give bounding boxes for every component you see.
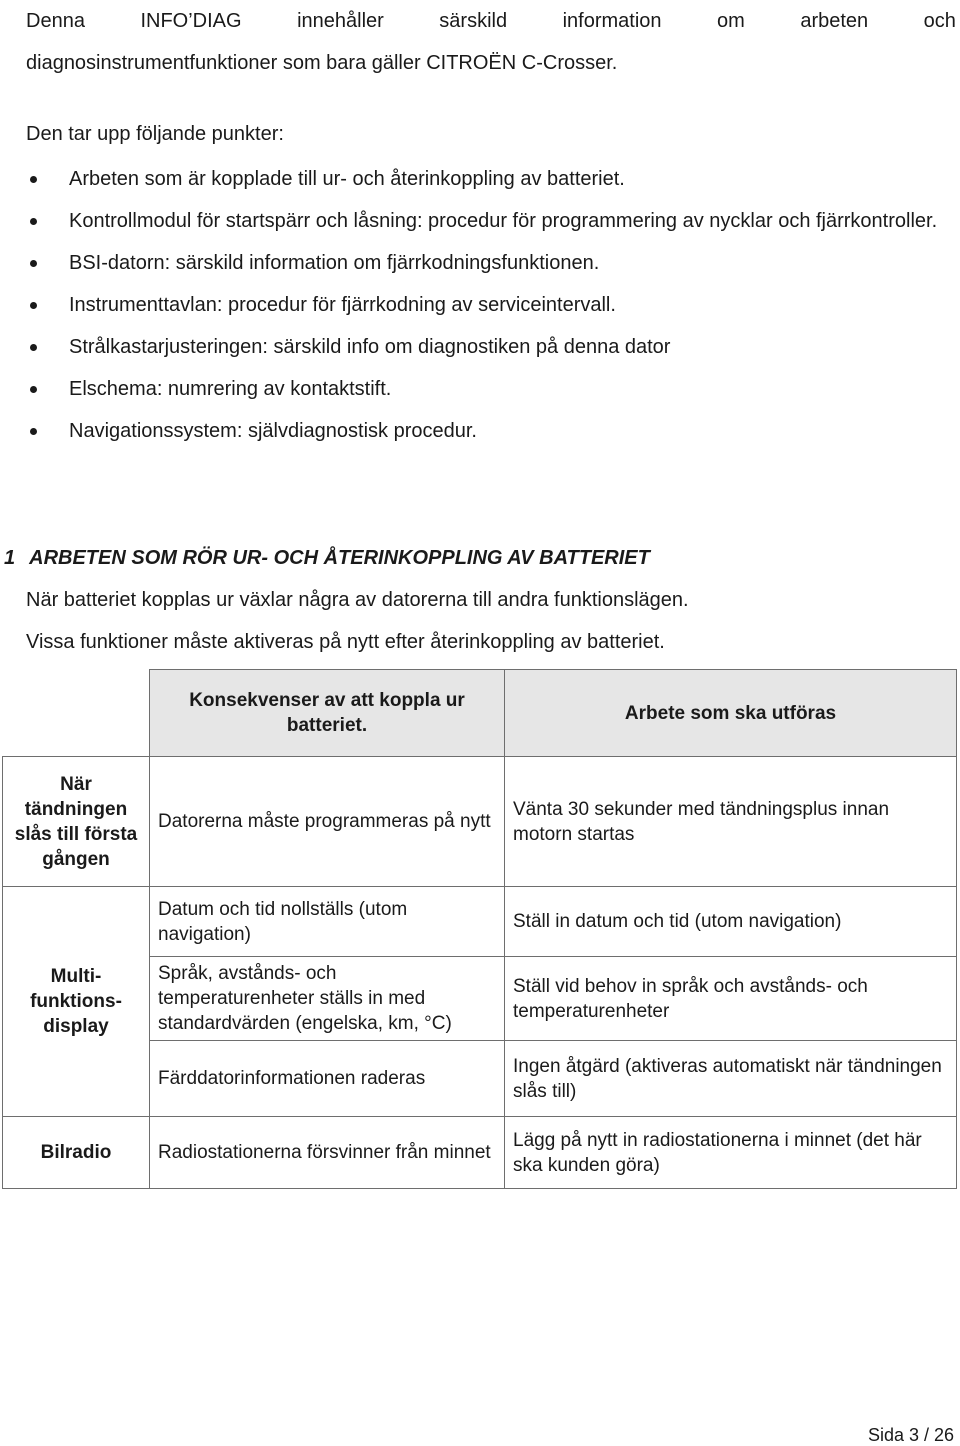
topics-list	[26, 158, 960, 452]
list-item: BSI-datorn: särskild information om fjärrkodningsfunktionen.	[26, 242, 960, 284]
bullet-icon	[30, 428, 37, 435]
table-row	[3, 1117, 957, 1189]
intro-paragraph	[26, 0, 956, 84]
topics-intro: Den tar upp följande punkter:	[26, 123, 284, 145]
row-header-first-ignition: När tändningen slås till första gången	[3, 757, 150, 887]
table-cell: Färddatorinformationen raderas	[150, 1041, 505, 1117]
page-number: Sida 3 / 26	[867, 1425, 954, 1445]
intro-word: INFO’DIAG	[140, 10, 242, 32]
list-item: Kontrollmodul för startspärr och låsning: procedur för programmering av nycklar och fjärrkontroller.	[26, 200, 960, 242]
bullet-icon	[30, 218, 37, 225]
intro-word: innehåller	[297, 10, 384, 32]
battery-table	[2, 669, 957, 1189]
intro-word: särskild	[439, 10, 508, 32]
row-header-multifunction: Multi-funktions-display	[3, 887, 150, 1117]
section-body	[26, 579, 689, 663]
intro-word: Denna	[26, 10, 85, 32]
list-item: Navigationssystem: självdiagnostisk procedur.	[26, 410, 960, 452]
intro-word: arbeten	[800, 10, 869, 32]
section-number: 1	[4, 547, 16, 569]
section-paragraph: Vissa funktioner måste aktiveras på nytt efter återinkoppling av batteriet.	[26, 631, 665, 653]
intro-line-1	[26, 0, 956, 42]
column-header-consequences: Konsekvenser av att koppla ur batteriet.	[150, 670, 505, 757]
table-row	[3, 887, 957, 957]
section-heading	[4, 537, 650, 579]
bullet-icon	[30, 344, 37, 351]
intro-line-2: diagnosinstrumentfunktioner som bara gäller CITROËN C-Crosser.	[26, 52, 618, 74]
column-header-actions: Arbete som ska utföras	[505, 670, 957, 757]
table-cell: Datum och tid nollställs (utom navigation)	[150, 887, 505, 957]
intro-word: information	[562, 10, 662, 32]
list-item: Instrumenttavlan: procedur för fjärrkodning av serviceintervall.	[26, 284, 960, 326]
table-header-row	[3, 670, 957, 757]
row-header-radio: Bilradio	[3, 1117, 150, 1189]
bullet-icon	[30, 260, 37, 267]
bullet-icon	[30, 302, 37, 309]
intro-word: om	[717, 10, 745, 32]
table-cell: Ingen åtgärd (aktiveras automatiskt när tändningen slås till)	[505, 1041, 957, 1117]
list-item: Strålkastarjusteringen: särskild info om diagnostiken på denna dator	[26, 326, 960, 368]
table-cell: Lägg på nytt in radiostationerna i minnet (det här ska kunden göra)	[505, 1117, 957, 1189]
section-paragraph: När batteriet kopplas ur växlar några av datorerna till andra funktionslägen.	[26, 589, 689, 611]
table-cell: Ställ in datum och tid (utom navigation)	[505, 887, 957, 957]
list-item: Arbeten som är kopplade till ur- och återinkoppling av batteriet.	[26, 158, 960, 200]
bullet-icon	[30, 176, 37, 183]
section-title: ARBETEN SOM RÖR UR- OCH ÅTERINKOPPLING AV BATTERIET	[29, 547, 650, 569]
table-cell: Radiostationerna försvinner från minnet	[150, 1117, 505, 1189]
table-row	[3, 757, 957, 887]
bullet-icon	[30, 386, 37, 393]
table-cell: Datorerna måste programmeras på nytt	[150, 757, 505, 887]
table-corner	[3, 670, 150, 757]
table-cell: Vänta 30 sekunder med tändningsplus innan motorn startas	[505, 757, 957, 887]
list-item: Elschema: numrering av kontaktstift.	[26, 368, 960, 410]
intro-word: och	[923, 10, 956, 32]
table-cell: Ställ vid behov in språk och avstånds- och temperaturenheter	[505, 957, 957, 1041]
table-cell: Språk, avstånds- och temperaturenheter ställs in med standardvärden (engelska, km, °C)	[150, 957, 505, 1041]
